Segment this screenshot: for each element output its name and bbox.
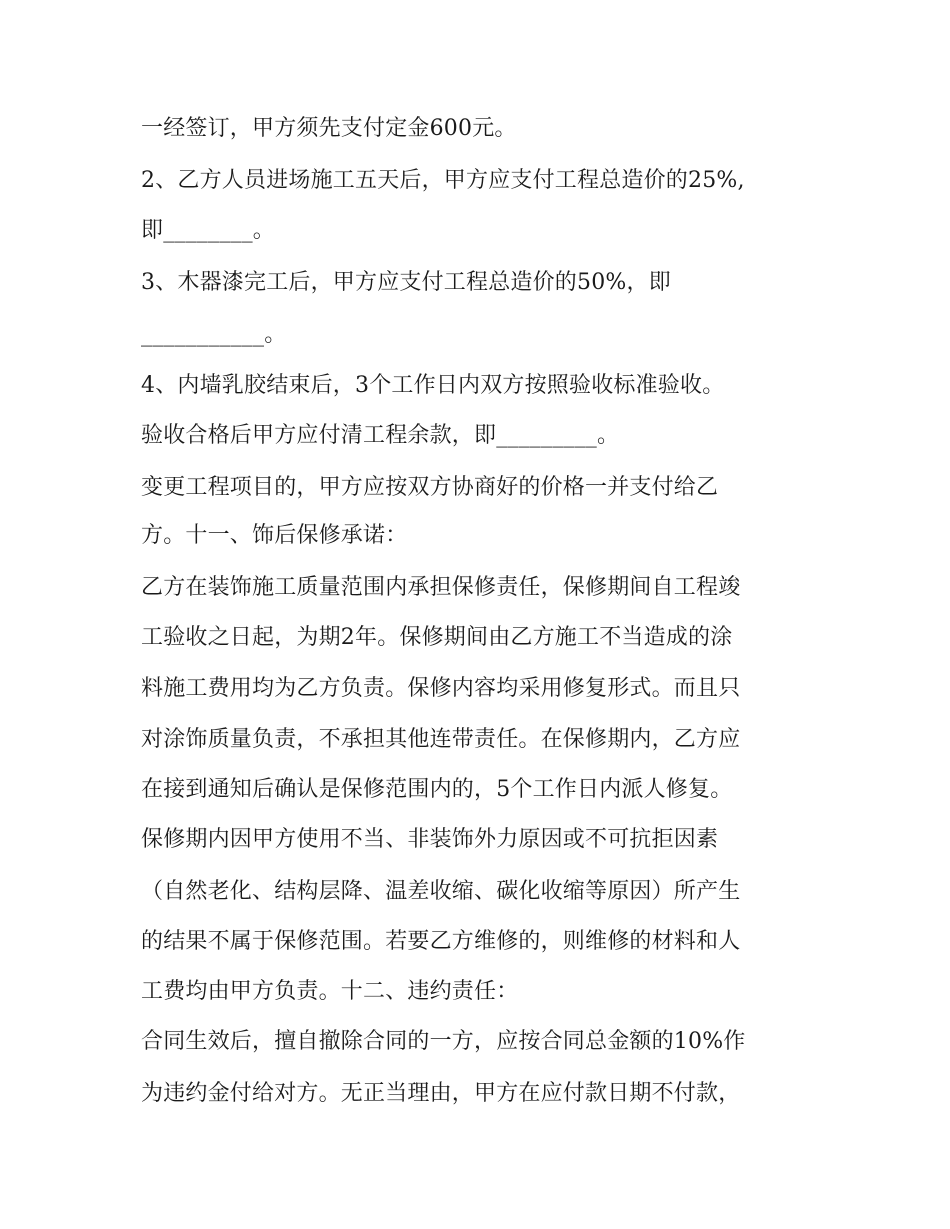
text-line-9: 方。十一、饰后保修承诺： [141, 523, 408, 548]
text-line-17: 的结果不属于保修范围。若要乙方维修的，则维修的材料和人 [141, 929, 741, 954]
text-line-14: 在接到通知后确认是保修范围内的，5个工作日内派人修复。 [141, 777, 733, 802]
text-line-10: 乙方在装饰施工质量范围内承担保修责任，保修期间自工程竣 [141, 575, 741, 600]
text-line-18: 工费均由甲方负责。十二、违约责任： [141, 979, 519, 1004]
text-line-5: ___________。 [141, 322, 287, 347]
text-line-4: 3、木器漆完工后，甲方应支付工程总造价的50%，即 [141, 270, 671, 295]
text-line-16: （自然老化、结构层降、温差收缩、碳化收缩等原因）所产生 [141, 879, 741, 904]
text-line-20: 为违约金付给对方。无正当理由，甲方在应付款日期不付款， [141, 1081, 741, 1106]
text-line-2: 2、乙方人员进场施工五天后，甲方应支付工程总造价的25%, [141, 168, 745, 193]
text-line-11: 工验收之日起，为期2年。保修期间由乙方施工不当造成的涂 [141, 625, 733, 650]
text-line-1: 一经签订，甲方须先支付定金600元。 [141, 116, 517, 141]
text-line-19: 合同生效后，擅自撤除合同的一方，应按合同总金额的10%作 [141, 1029, 746, 1054]
text-line-15: 保修期内因甲方使用不当、非装饰外力原因或不可抗拒因素 [141, 827, 719, 852]
text-line-13: 对涂饰质量负责，不承担其他连带责任。在保修期内，乙方应 [141, 727, 741, 752]
text-line-6: 4、内墙乳胶结束后，3个工作日内双方按照验收标准验收。 [141, 373, 725, 398]
text-line-8: 变更工程项目的，甲方应按双方协商好的价格一并支付给乙 [141, 475, 719, 500]
text-line-7: 验收合格后甲方应付清工程余款，即_________。 [141, 423, 620, 448]
text-line-12: 料施工费用均为乙方负责。保修内容均采用修复形式。而且只 [141, 676, 741, 701]
text-line-3: 即________。 [141, 218, 276, 243]
